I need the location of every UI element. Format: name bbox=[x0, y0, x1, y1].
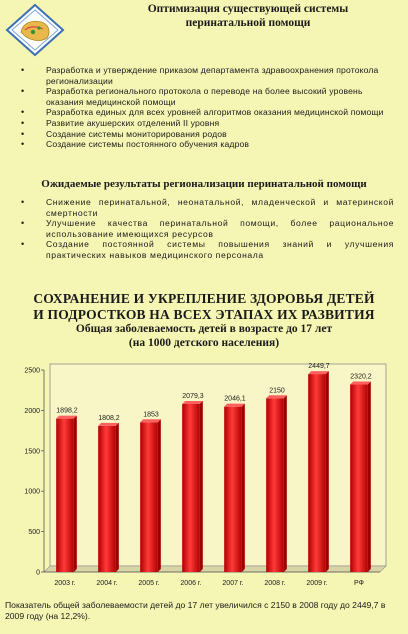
list-item bbox=[0, 65, 408, 86]
bullet-icon: • bbox=[21, 197, 25, 207]
chart-subtitle: (на 1000 детского населения) bbox=[128, 337, 280, 349]
y-tick-label: 2500 bbox=[24, 367, 40, 375]
x-tick-label: 2007 г. bbox=[222, 580, 244, 587]
list-item-text: Улучшение качества перинатальной помощи, более рациональное использование имеющихся ресурсов bbox=[46, 218, 394, 239]
bullet-icon: • bbox=[21, 128, 25, 139]
bullet-icon: • bbox=[21, 218, 25, 229]
y-tick-label: 2000 bbox=[24, 407, 40, 415]
chart-title-text: Общая заболеваемость детей в возрасте до 17 лет bbox=[75, 323, 333, 335]
bullet-icon: • bbox=[21, 107, 25, 118]
bar bbox=[98, 426, 116, 572]
list-item bbox=[0, 86, 408, 107]
list-item-text: Создание системы постоянного обучения кадров bbox=[46, 139, 250, 150]
bar-top bbox=[56, 416, 77, 419]
optimization-list bbox=[0, 65, 408, 150]
y-tick-label: 0 bbox=[36, 569, 40, 577]
list-item-text: Разработка единых для всех уровней алгоритмов оказания медицинской помощи bbox=[46, 107, 384, 118]
bar-value-label: 2449,7 bbox=[308, 363, 330, 371]
list-item bbox=[0, 118, 408, 129]
bullet-icon: • bbox=[21, 65, 25, 75]
plot-floor bbox=[44, 566, 386, 572]
bar-top bbox=[350, 382, 371, 385]
bar bbox=[224, 407, 242, 572]
bar-value-label: 1898,2 bbox=[56, 407, 78, 415]
bar bbox=[182, 404, 200, 572]
bar bbox=[350, 385, 368, 572]
bar-side bbox=[284, 395, 287, 572]
list-item bbox=[0, 129, 408, 140]
bar-top bbox=[98, 423, 119, 426]
regional-map-emblem-icon bbox=[3, 2, 67, 58]
bar-side bbox=[242, 404, 245, 572]
list-item bbox=[0, 107, 408, 118]
x-tick-label: РФ bbox=[354, 580, 364, 587]
footer-note: Показатель общей заболеваемости детей до 17 лет увеличился с 2150 в 2008 году до 2449,7 в 2009 году (на 12,2%). bbox=[5, 600, 386, 621]
bar bbox=[308, 374, 326, 572]
main-title-line2: И ПОДРОСТКОВ НА ВСЕХ ЭТАПАХ ИХ РАЗВИТИЯ bbox=[33, 307, 375, 322]
y-tick-label: 500 bbox=[28, 529, 40, 537]
bullet-icon: • bbox=[21, 117, 25, 128]
x-tick-label: 2003 г. bbox=[54, 580, 76, 587]
logo bbox=[3, 2, 67, 58]
bar-value-label: 2079,3 bbox=[182, 392, 204, 400]
list-item bbox=[0, 239, 408, 260]
bar-top bbox=[308, 371, 329, 374]
list-item-text: Создание системы мониторирования родов bbox=[46, 128, 227, 139]
morbidity-chart bbox=[6, 362, 404, 592]
bar-side bbox=[368, 382, 371, 572]
y-tick-label: 1500 bbox=[24, 448, 40, 456]
x-tick-label: 2008 г. bbox=[264, 580, 286, 587]
bullet-icon: • bbox=[21, 139, 25, 150]
list-item bbox=[0, 197, 408, 218]
bar-top bbox=[224, 404, 245, 407]
header-title-line1: Оптимизация существующей системы bbox=[147, 3, 349, 15]
bar-side bbox=[326, 371, 329, 572]
header-title-line2: перинатальной помощи bbox=[185, 17, 311, 29]
x-tick-label: 2006 г. bbox=[180, 580, 202, 587]
list-item-text: Снижение перинатальной, неонатальной, младенческой и материнской смертности bbox=[46, 197, 394, 218]
bar-value-label: 2150 bbox=[269, 387, 285, 395]
list-item-text: Разработка и утверждение приказом департамента здравоохранения протокола регионализации bbox=[46, 65, 379, 86]
list-item-text: Развитие акушерских отделений II уровня bbox=[46, 117, 220, 128]
header-title bbox=[100, 2, 396, 30]
list-item bbox=[0, 218, 408, 239]
bar-value-label: 2046,1 bbox=[224, 395, 246, 403]
bar-value-label: 2320,2 bbox=[350, 373, 372, 381]
bar-value-label: 1853 bbox=[143, 411, 159, 419]
bar bbox=[266, 398, 284, 572]
bullet-icon: • bbox=[21, 239, 25, 250]
morbidity-chart-svg bbox=[6, 362, 404, 592]
chart-title bbox=[0, 322, 408, 350]
bar-top bbox=[182, 401, 203, 404]
list-item bbox=[0, 139, 408, 150]
x-tick-label: 2004 г. bbox=[96, 580, 118, 587]
bar bbox=[56, 419, 74, 572]
expected-results-heading: Ожидаемые результаты регионализации перинатальной помощи bbox=[41, 178, 367, 190]
expected-results-list bbox=[0, 197, 408, 261]
list-item-text: Создание постоянной системы повышения знаний и улучшения практических навыков медицинского персонала bbox=[46, 239, 394, 260]
bar-side bbox=[116, 423, 119, 572]
bar-top bbox=[140, 419, 161, 422]
bar bbox=[140, 422, 158, 572]
bar-side bbox=[200, 401, 203, 572]
bar-side bbox=[158, 419, 161, 572]
main-title-line1: СОХРАНЕНИЕ И УКРЕПЛЕНИЕ ЗДОРОВЬЯ ДЕТЕЙ bbox=[33, 291, 375, 306]
main-title bbox=[0, 291, 408, 323]
list-item-text: Разработка регионального протокола о переводе на более высокий уровень оказания медицинской помощи bbox=[46, 86, 363, 107]
bar-side bbox=[74, 416, 77, 572]
x-tick-label: 2009 г. bbox=[306, 580, 328, 587]
bullet-icon: • bbox=[21, 86, 25, 97]
x-tick-label: 2005 г. bbox=[138, 580, 160, 587]
bar-top bbox=[266, 395, 287, 398]
bar-value-label: 1808,2 bbox=[98, 414, 120, 422]
y-tick-label: 1000 bbox=[24, 488, 40, 496]
